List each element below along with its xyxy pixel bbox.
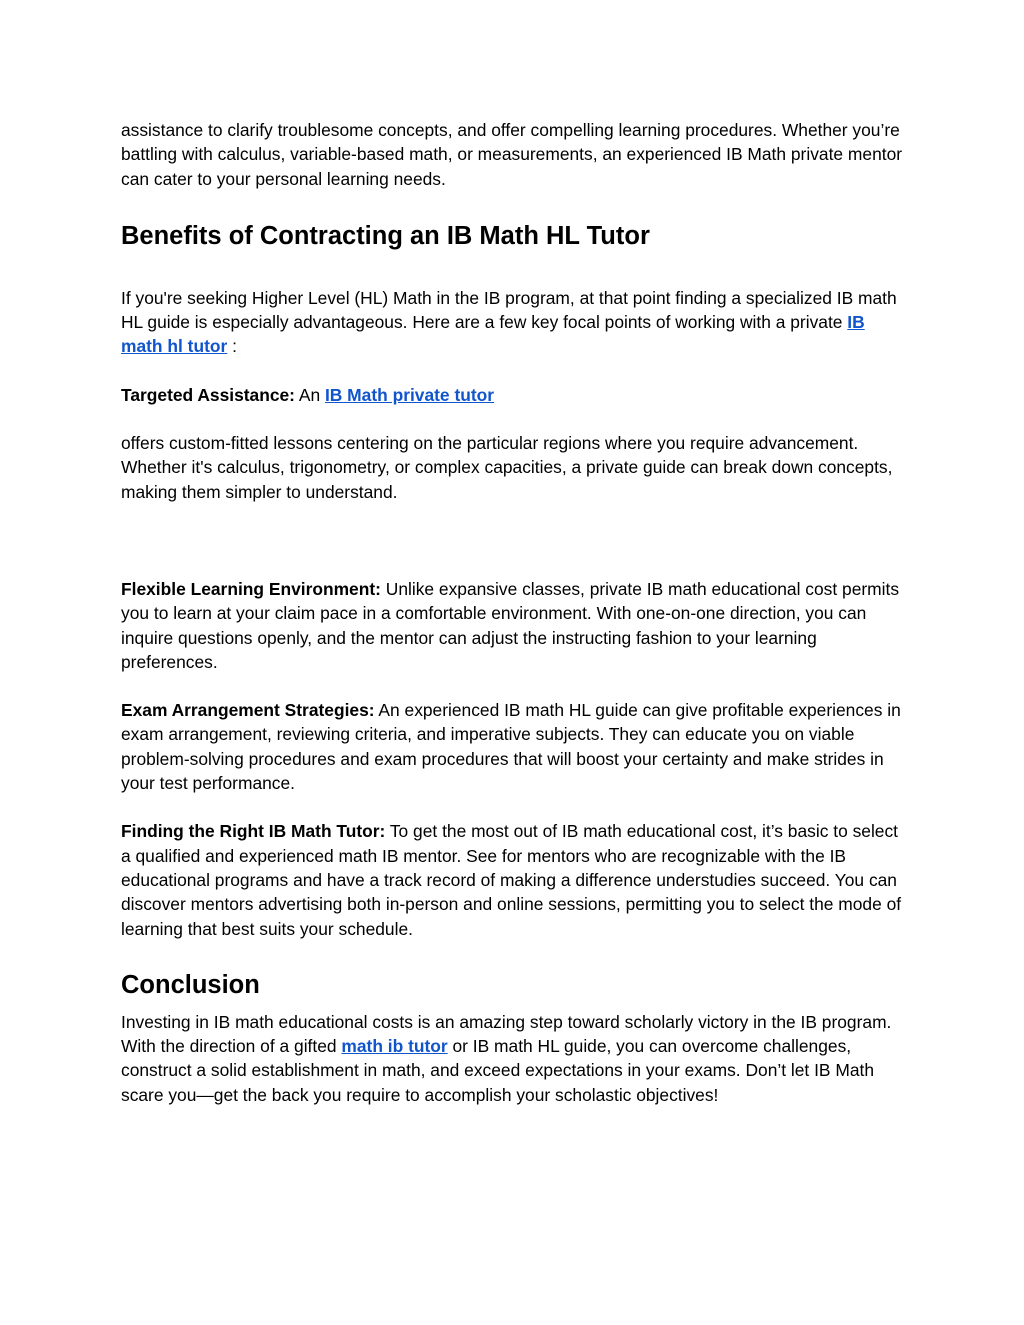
finding-tutor-text: To get the most out of IB math educational cost, it’s basic to select a qualified and experienced math IB mentor. See for mentors who are recognizable with the IB educational programs and have a track record of making a difference understudies succeed. You can discover mentors advertising both in-person and online sessions, permitting you to select the mode of learning that best suits your schedule. — [121, 821, 902, 939]
targeted-assistance-text: offers custom-fitted lessons centering on the particular regions where you require advancement. Whether it's calculus, trigonometry, or complex capacities, a private guide can break down concepts, making them simpler to understand. — [121, 433, 893, 502]
conclusion-paragraph — [121, 1010, 911, 1107]
ib-math-hl-tutor-link[interactable]: IB math hl tutor — [121, 312, 865, 357]
conclusion-text-before: Investing in IB math educational costs is an amazing step toward scholarly victory in the IB program. With the direction of a gifted — [121, 1011, 892, 1057]
targeted-assistance-body — [121, 431, 911, 504]
benefits-lead-after: : — [227, 336, 237, 357]
document-page — [121, 118, 911, 1107]
intro-paragraph — [121, 118, 911, 191]
exam-strategies-text: An experienced IB math HL guide can give profitable experiences in exam arrangement, reviewing criteria, and imperative subjects. They can educate you on viable problem-solving procedures and exam procedures that will boost your certainty and make strides in your test performance. — [121, 700, 901, 794]
flexible-learning-label: Flexible Learning Environment: — [121, 578, 381, 599]
benefits-lead-text: If you're seeking Higher Level (HL) Math in the IB program, at that point finding a specialized IB math HL guide is especially advantageous. Here are a few key focal points of working with a private — [121, 287, 897, 333]
conclusion-text-after: or IB math HL guide, you can overcome challenges, construct a solid establishment in math, and exceed expectations in your exams. Don’t let IB Math scare you—get the back you require to accomplish your scholastic objectives! — [121, 1036, 875, 1105]
finding-tutor-paragraph — [121, 819, 911, 940]
flexible-learning-paragraph — [121, 577, 911, 674]
targeted-assistance-line — [121, 383, 911, 407]
ib-math-private-tutor-link[interactable]: IB Math private tutor — [324, 384, 495, 405]
exam-strategies-label: Exam Arrangement Strategies: — [121, 700, 375, 721]
math-ib-tutor-link[interactable]: math ib tutor — [341, 1036, 448, 1057]
exam-strategies-paragraph — [121, 698, 911, 795]
flexible-learning-text: Unlike expansive classes, private IB math educational cost permits you to learn at your claim pace in a comfortable environment. With one-on-one direction, you can inquire questions openly, and the mentor can adjust the instructing fashion to your learning preferences. — [121, 578, 900, 672]
targeted-assistance-prefix: An — [294, 384, 325, 405]
benefits-lead-paragraph — [121, 286, 911, 359]
intro-text: assistance to clarify troublesome concepts, and offer compelling learning procedures. Whether you’re battling with calculus, variable-based math, or measurements, an experienced IB Math private mentor can cater to your personal learning needs. — [121, 120, 903, 189]
benefits-heading: Benefits of Contracting an IB Math HL Tutor — [121, 221, 650, 250]
targeted-assistance-label: Targeted Assistance: — [121, 384, 295, 405]
conclusion-heading: Conclusion — [121, 970, 260, 999]
finding-tutor-label: Finding the Right IB Math Tutor: — [121, 821, 386, 842]
